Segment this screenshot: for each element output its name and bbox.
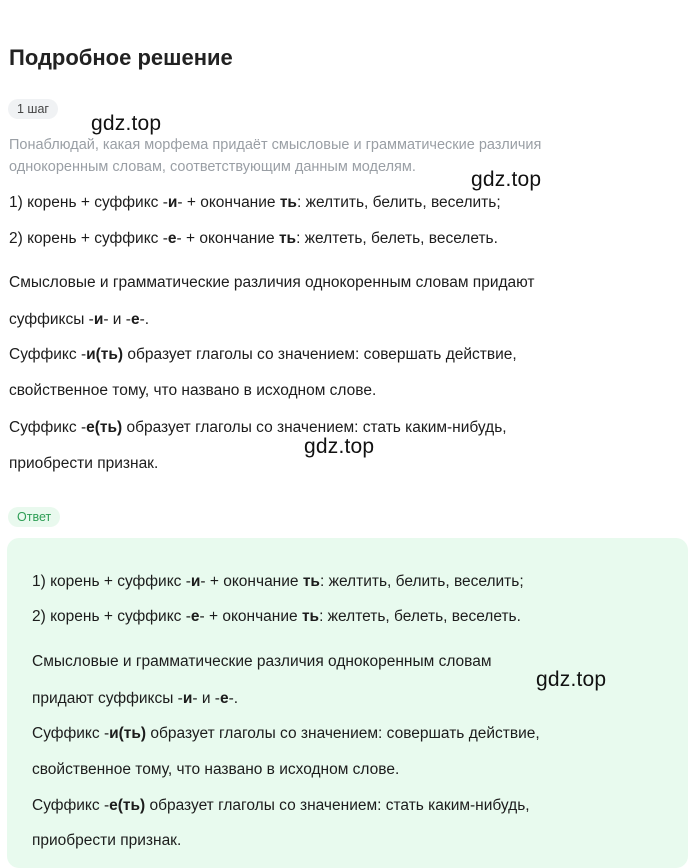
solution-paragraph-3-line-2: приобрести признак.	[9, 455, 159, 472]
solution-line-2: 2) корень + суффикс -е- + окончание ть: желтеть, белеть, веселеть.	[9, 230, 498, 247]
answer-line-1: 1) корень + суффикс -и- + окончание ть: желтить, белить, веселить;	[32, 573, 524, 590]
solution-paragraph-3-line-1: Суффикс -е(ть) образует глаголы со значением: стать каким-нибудь,	[9, 419, 507, 436]
answer-paragraph-2-line-1: Суффикс -и(ть) образует глаголы со значением: совершать действие,	[32, 725, 540, 742]
solution-paragraph-2-line-1: Суффикс -и(ть) образует глаголы со значением: совершать действие,	[9, 346, 517, 363]
step-badge: 1 шаг	[8, 99, 58, 119]
page-title: Подробное решение	[9, 45, 233, 70]
answer-paragraph-3-line-2: приобрести признак.	[32, 832, 182, 849]
solution-paragraph-1-line-2: суффиксы -и- и -е-.	[9, 311, 150, 328]
watermark: gdz.top	[536, 668, 607, 691]
solution-paragraph-1-line-1: Смысловые и грамматические различия однокоренным словам придают	[9, 274, 535, 291]
answer-paragraph-1-line-2: придают суффиксы -и- и -е-.	[32, 690, 239, 707]
answer-line-2: 2) корень + суффикс -е- + окончание ть: желтеть, белеть, веселеть.	[32, 608, 521, 625]
solution-line-1: 1) корень + суффикс -и- + окончание ть: желтить, белить, веселить;	[9, 194, 501, 211]
solution-paragraph-2-line-2: свойственное тому, что названо в исходном слове.	[9, 382, 377, 399]
answer-paragraph-3-line-1: Суффикс -е(ть) образует глаголы со значением: стать каким-нибудь,	[32, 797, 530, 814]
answer-paragraph-2-line-2: свойственное тому, что названо в исходном слове.	[32, 761, 400, 778]
watermark: gdz.top	[471, 168, 542, 191]
watermark: gdz.top	[91, 112, 162, 135]
answer-paragraph-1-line-1: Смысловые и грамматические различия однокоренным словам	[32, 653, 492, 670]
answer-badge: Ответ	[8, 507, 60, 527]
hint-text: Понаблюдай, какая морфема придаёт смысловые и грамматические различия однокоренным словам, соответствующим данным моделям.	[9, 137, 542, 175]
watermark: gdz.top	[304, 435, 375, 458]
